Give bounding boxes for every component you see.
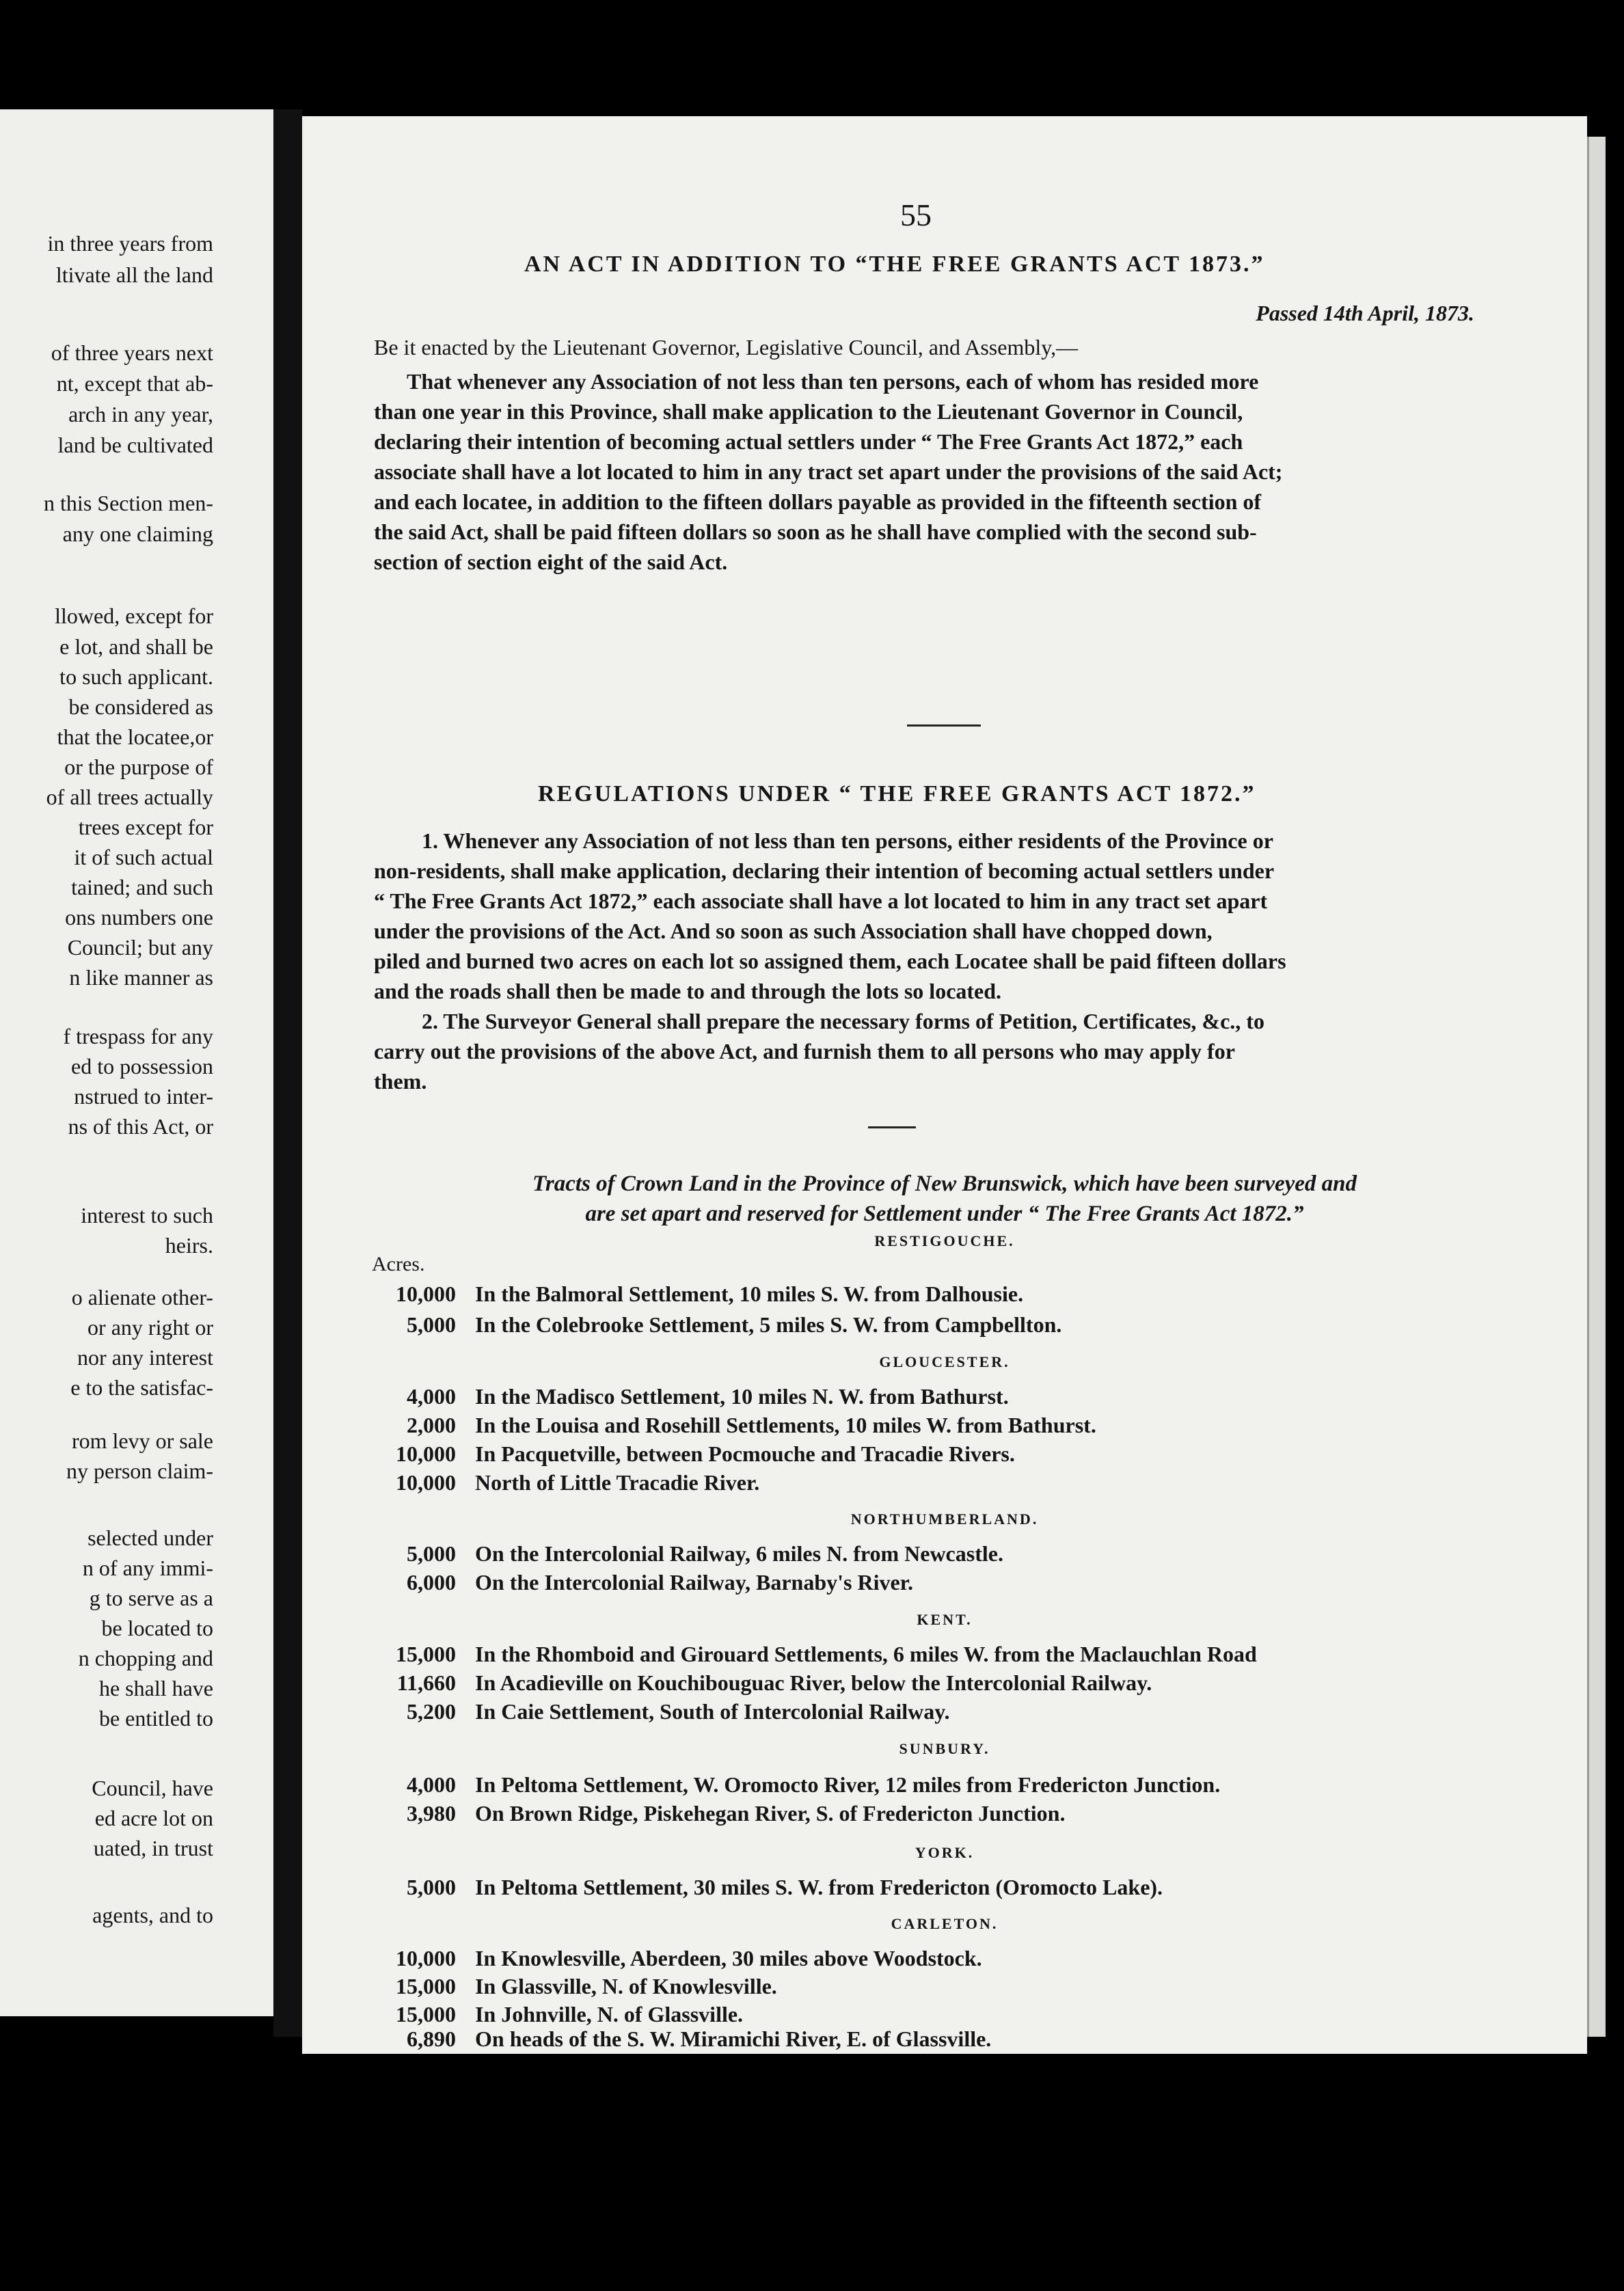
tract-description: In Caie Settlement, South of Intercolonial Railway.: [475, 1699, 950, 1724]
left-line: or the purpose of: [64, 755, 213, 779]
regulation-line: them.: [374, 1069, 427, 1094]
tract-row: [350, 1384, 1009, 1409]
act-line: and each locatee, in addition to the fifteen dollars payable as provided in the fifteenth section of: [374, 489, 1262, 514]
left-line: nt, except that ab-: [56, 371, 213, 396]
tract-acres: 11,660: [396, 1670, 456, 1695]
left-line: nstrued to inter-: [74, 1084, 213, 1109]
county-heading-northumberland: NORTHUMBERLAND.: [850, 1510, 1039, 1528]
tract-row: [350, 1946, 982, 1971]
left-line: ons numbers one: [65, 905, 213, 930]
act-line: That whenever any Association of not less than ten persons, each of whom has resided more: [407, 369, 1259, 394]
tract-description: In the Balmoral Settlement, 10 miles S. W. from Dalhousie.: [475, 1282, 1024, 1306]
tract-acres: 3,980: [407, 1801, 456, 1826]
left-line: land be cultivated: [57, 433, 213, 457]
tract-description: In Peltoma Settlement, W. Oromocto River, 12 miles from Fredericton Junction.: [475, 1772, 1221, 1797]
tract-row: [350, 1541, 1003, 1567]
left-line: be entitled to: [98, 1706, 213, 1731]
tract-row: [350, 1801, 1065, 1826]
tract-row: [350, 1441, 1015, 1467]
tracts-intro-line: are set apart and reserved for Settlement under “ The Free Grants Act 1872.”: [585, 1202, 1304, 1226]
act-paragraph: [374, 366, 1495, 577]
left-line: n this Section men-: [44, 491, 213, 515]
left-line: arch in any year,: [68, 402, 213, 426]
county-heading-york: YORK.: [915, 1844, 975, 1861]
tract-row: [350, 1413, 1096, 1438]
tract-description: In the Rhomboid and Girouard Settlements, 6 miles W. from the Maclauchlan Road: [475, 1642, 1257, 1666]
tract-description: In Knowlesville, Aberdeen, 30 miles above Woodstock.: [475, 1946, 982, 1970]
act-line: than one year in this Province, shall make application to the Lieutenant Governor in Council,: [374, 399, 1243, 424]
regulation-line: carry out the provisions of the above Act, and furnish them to all persons who may apply for: [374, 1039, 1235, 1063]
act-line: associate shall have a lot located to him in any tract set apart under the provisions of the said Act;: [374, 459, 1283, 484]
left-line: of three years next: [51, 340, 213, 365]
tract-row: [350, 2026, 991, 2052]
acres-column-heading: Acres.: [372, 1253, 425, 1275]
tract-row: [350, 1470, 759, 1495]
tract-row: [350, 2002, 743, 2027]
left-line: ns of this Act, or: [68, 1114, 213, 1139]
tract-row: [350, 1570, 913, 1595]
tract-description: In Peltoma Settlement, 30 miles S. W. from Fredericton (Oromocto Lake).: [475, 1875, 1163, 1899]
regulation-line: 2. The Surveyor General shall prepare the necessary forms of Petition, Certificates, &c., to: [422, 1009, 1264, 1033]
act-line: declaring their intention of becoming actual settlers under “ The Free Grants Act 1872,” each: [374, 429, 1243, 454]
left-line: to such applicant.: [59, 664, 213, 689]
tract-acres: 2,000: [407, 1413, 456, 1437]
left-line: g to serve as a: [89, 1586, 213, 1610]
left-line: trees except for: [78, 815, 213, 839]
left-line: that the locatee,or: [57, 724, 213, 749]
tract-description: In Pacquetville, between Pocmouche and Tracadie Rivers.: [475, 1441, 1015, 1466]
regulation-line: non-residents, shall make application, declaring their intention of becoming actual settlers under: [374, 858, 1275, 883]
left-line: it of such actual: [74, 845, 213, 869]
left-line: be considered as: [68, 694, 213, 719]
regulations-title: REGULATIONS UNDER “ THE FREE GRANTS ACT 1872.”: [538, 781, 1256, 806]
left-line: he shall have: [98, 1676, 213, 1700]
tract-acres: 6,000: [407, 1570, 456, 1595]
passed-date: Passed 14th April, 1873.: [1256, 301, 1474, 325]
tract-description: On the Intercolonial Railway, Barnaby's River.: [475, 1570, 913, 1595]
left-line: heirs.: [165, 1233, 213, 1258]
tract-acres: 10,000: [396, 1282, 456, 1306]
left-line: n chopping and: [78, 1646, 213, 1670]
left-line: in three years from: [47, 231, 213, 256]
tract-description: In the Louisa and Rosehill Settlements, 10 miles W. from Bathurst.: [475, 1413, 1096, 1437]
tract-acres: 15,000: [396, 1642, 456, 1666]
left-line: e to the satisfac-: [70, 1375, 213, 1400]
left-line: be located to: [101, 1616, 213, 1640]
left-line: interest to such: [81, 1203, 213, 1228]
tract-acres: 4,000: [407, 1384, 456, 1409]
county-heading-carleton: CARLETON.: [891, 1915, 999, 1932]
tract-description: On Brown Ridge, Piskehegan River, S. of Fredericton Junction.: [475, 1801, 1066, 1826]
page-edge: [1587, 137, 1606, 2037]
left-line: e lot, and shall be: [59, 634, 213, 659]
left-line: any one claiming: [62, 521, 213, 546]
regulation-line: under the provisions of the Act. And so soon as such Association shall have chopped down,: [374, 919, 1213, 943]
enacting-clause: Be it enacted by the Lieutenant Governor, Legislative Council, and Assembly,—: [374, 335, 1079, 360]
regulation-line: piled and burned two acres on each lot so assigned them, each Locatee shall be paid fifteen dollars: [374, 949, 1286, 973]
left-line: selected under: [87, 1526, 213, 1550]
left-line: ny person claim-: [66, 1459, 213, 1483]
tract-acres: 4,000: [407, 1772, 456, 1797]
regulation-2: [374, 1006, 1495, 1096]
left-line: rom levy or sale: [71, 1428, 213, 1453]
county-heading-sunbury: SUNBURY.: [899, 1740, 990, 1757]
tract-acres: 15,000: [396, 1974, 456, 1998]
left-line: of all trees actually: [46, 785, 213, 809]
tract-row: [350, 1974, 777, 1999]
regulation-line: “ The Free Grants Act 1872,” each associate shall have a lot located to him in any tract set apart: [374, 889, 1268, 913]
left-line: o alienate other-: [71, 1285, 213, 1310]
tract-acres: 6,890: [407, 2026, 456, 2051]
county-heading-kent: KENT.: [917, 1611, 973, 1628]
left-line: ed acre lot on: [94, 1806, 213, 1830]
left-line: n like manner as: [69, 965, 213, 990]
left-line: or any right or: [87, 1315, 213, 1340]
left-line: uated, in trust: [93, 1836, 213, 1860]
page-number: 55: [900, 198, 932, 232]
tract-acres: 5,200: [407, 1699, 456, 1724]
tract-description: In the Madisco Settlement, 10 miles N. W. from Bathurst.: [475, 1384, 1009, 1409]
regulation-1: [374, 826, 1495, 1006]
tract-acres: 10,000: [396, 1946, 456, 1970]
act-line: section of section eight of the said Act.: [374, 550, 728, 574]
left-line: tained; and such: [71, 875, 213, 899]
tract-acres: 10,000: [396, 1470, 456, 1495]
tract-acres: 5,000: [407, 1875, 456, 1899]
tract-row: [350, 1772, 1220, 1798]
book-gutter: [273, 109, 302, 2037]
tract-description: On heads of the S. W. Miramichi River, E. of Glassville.: [475, 2026, 992, 2051]
county-heading-gloucester: GLOUCESTER.: [879, 1353, 1010, 1370]
section-divider: [868, 1126, 916, 1128]
left-page: [0, 109, 273, 2016]
regulation-line: 1. Whenever any Association of not less than ten persons, either residents of the Province or: [422, 828, 1273, 853]
tract-acres: 15,000: [396, 2002, 456, 2026]
left-line: ltivate all the land: [55, 262, 213, 287]
left-line: n of any immi-: [82, 1556, 213, 1580]
left-line: Council, have: [92, 1776, 213, 1800]
tract-row: [350, 1670, 1152, 1696]
tracts-intro: [411, 1169, 1478, 1229]
tract-row: [350, 1312, 1061, 1338]
tracts-intro-line: Tracts of Crown Land in the Province of New Brunswick, which have been surveyed and: [532, 1171, 1357, 1196]
left-line: nor any interest: [77, 1345, 213, 1370]
tract-description: In Johnville, N. of Glassville.: [475, 2002, 744, 2026]
tract-row: [350, 1282, 1023, 1307]
act-title: AN ACT IN ADDITION TO “THE FREE GRANTS ACT 1873.”: [524, 252, 1265, 277]
left-line: agents, and to: [92, 1903, 213, 1927]
tract-row: [350, 1699, 950, 1724]
tract-acres: 5,000: [407, 1312, 456, 1337]
section-divider: [907, 724, 981, 727]
tract-description: In Acadieville on Kouchibouguac River, below the Intercolonial Railway.: [475, 1670, 1152, 1695]
tract-acres: 10,000: [396, 1441, 456, 1466]
regulation-line: and the roads shall then be made to and through the lots so located.: [374, 979, 1002, 1003]
left-line: llowed, except for: [55, 604, 213, 628]
tract-description: In the Colebrooke Settlement, 5 miles S. W. from Campbellton.: [475, 1312, 1062, 1337]
tract-row: [350, 1875, 1163, 1900]
tract-row: [350, 1642, 1257, 1667]
right-page: [302, 116, 1587, 2054]
county-heading-restigouche: RESTIGOUCHE.: [874, 1232, 1015, 1249]
tract-description: On the Intercolonial Railway, 6 miles N. from Newcastle.: [475, 1541, 1003, 1566]
tract-acres: 5,000: [407, 1541, 456, 1566]
tract-description: In Glassville, N. of Knowlesville.: [475, 1974, 777, 1998]
left-line: f trespass for any: [63, 1024, 213, 1048]
left-line: Council; but any: [67, 935, 213, 960]
left-line: ed to possession: [71, 1054, 213, 1079]
act-line: the said Act, shall be paid fifteen dollars so soon as he shall have complied with the second sub-: [374, 519, 1257, 544]
tract-description: North of Little Tracadie River.: [475, 1470, 760, 1495]
